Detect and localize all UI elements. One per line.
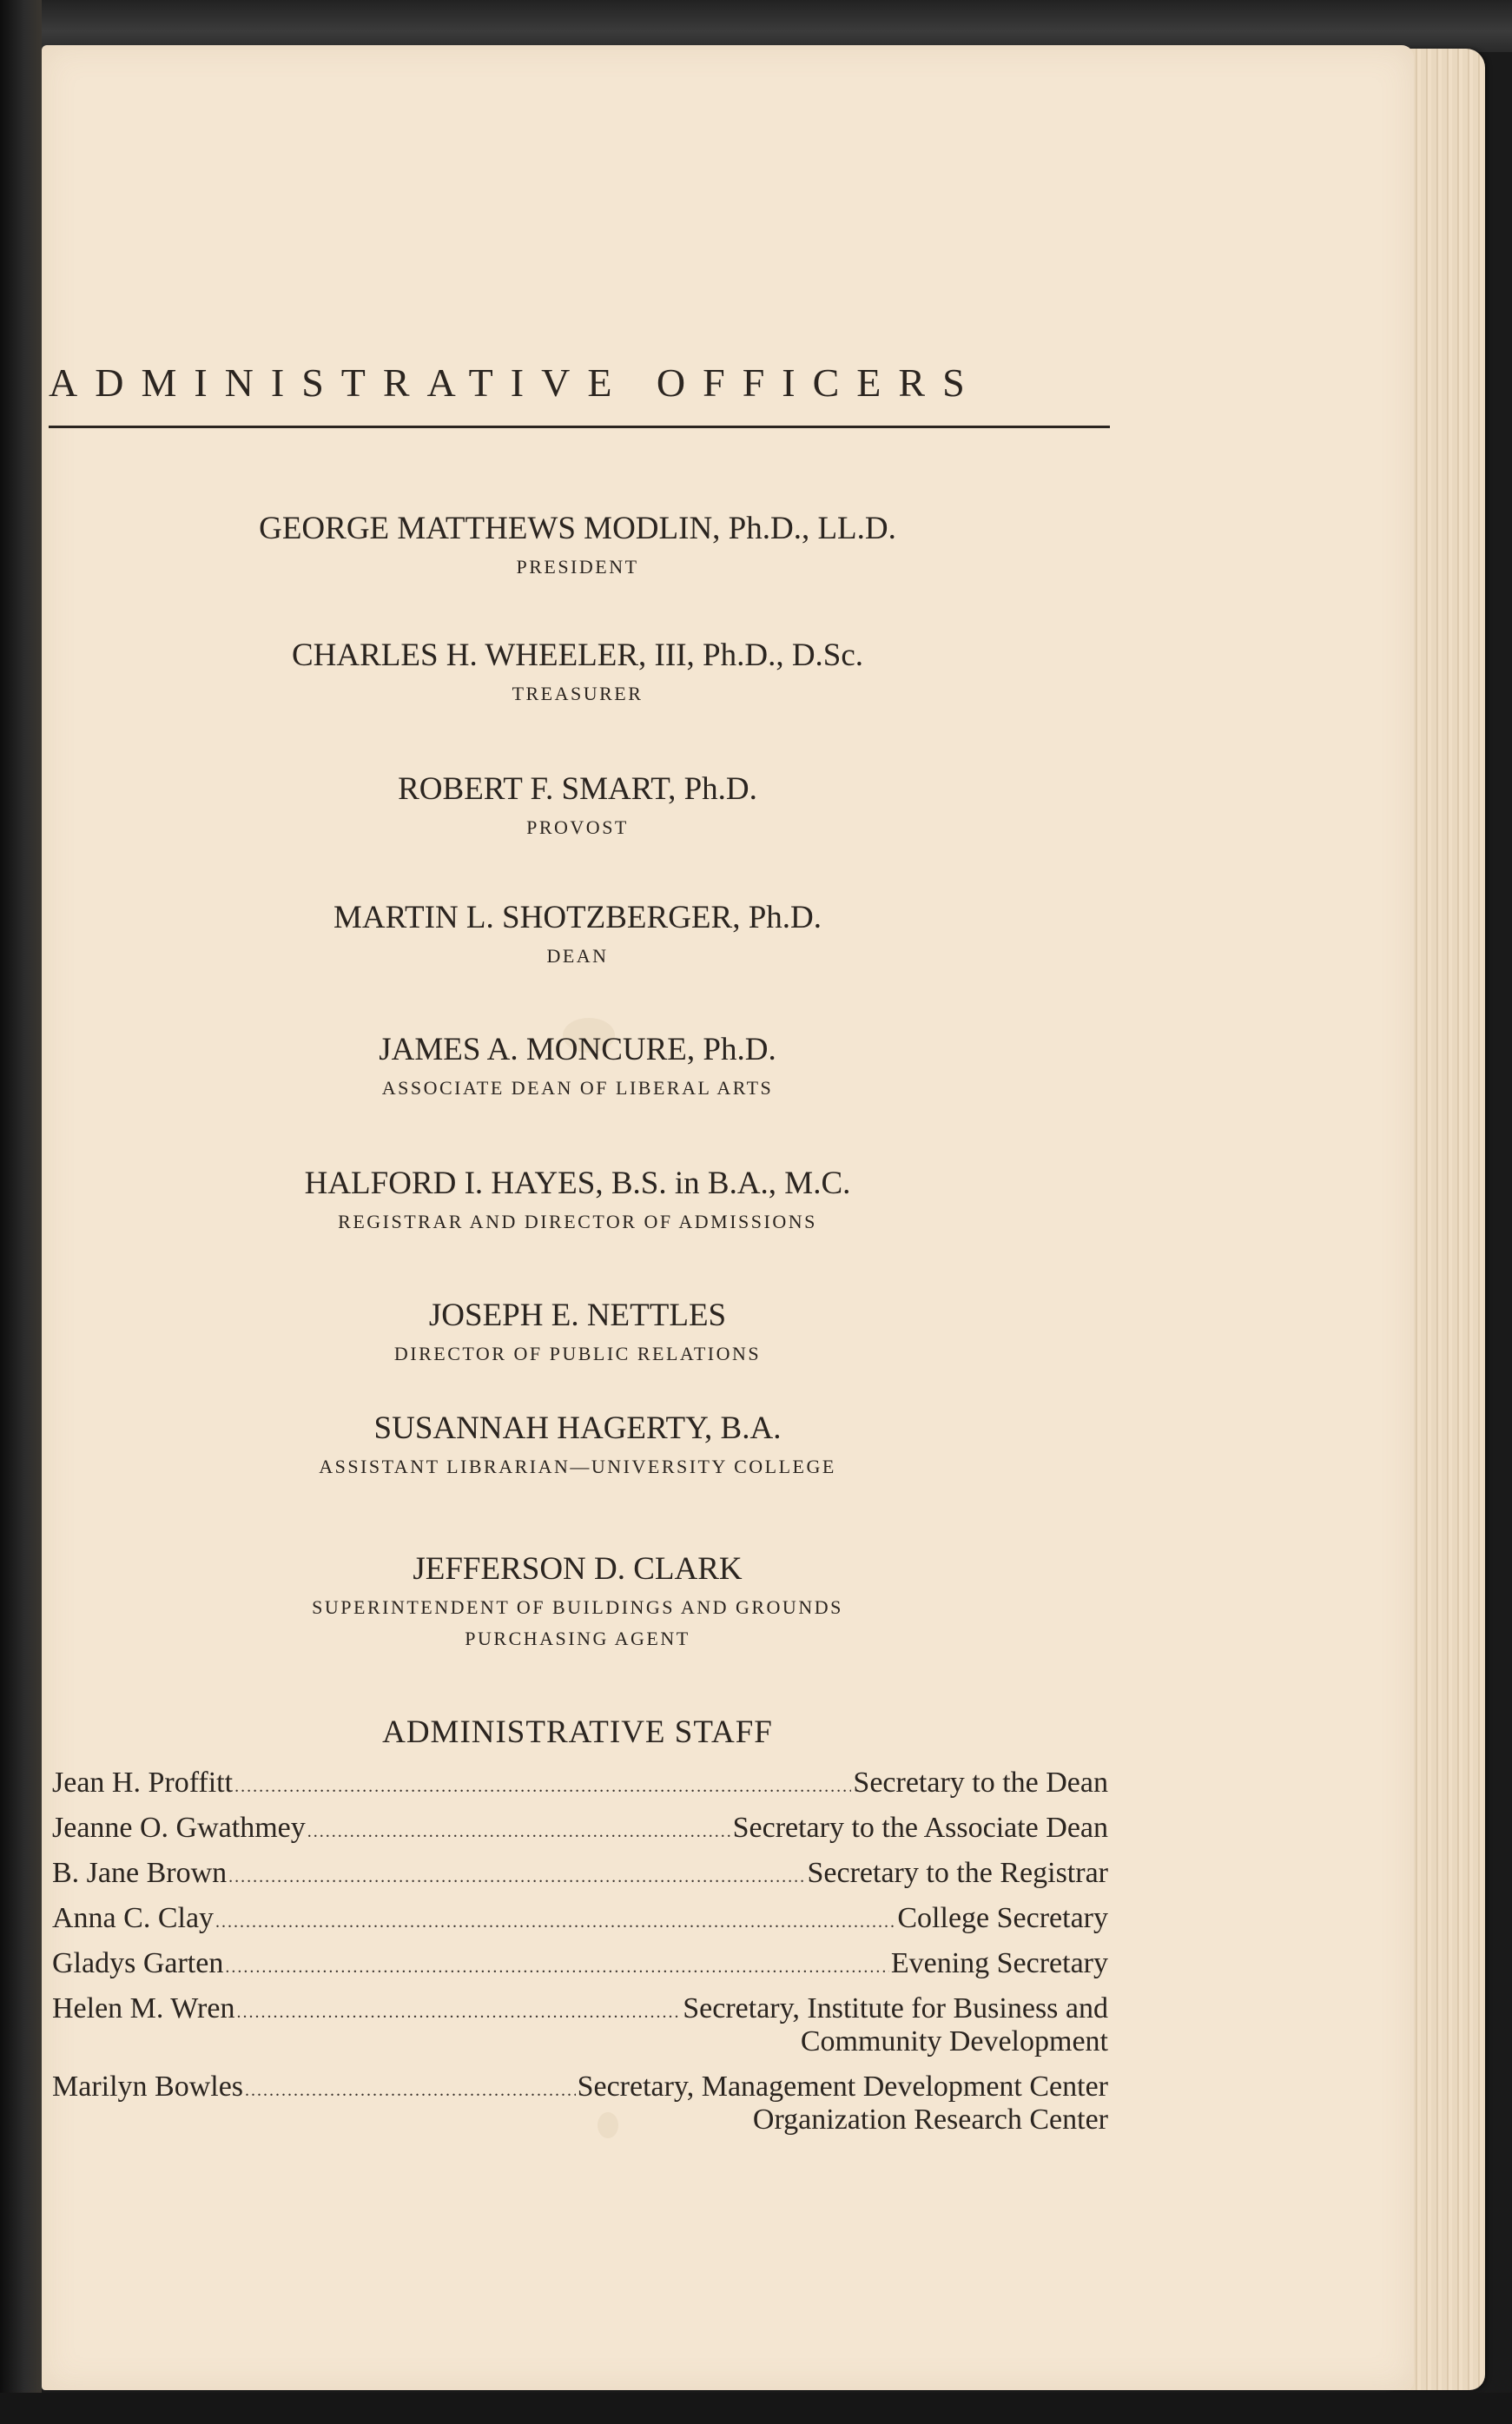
- staff-name: Jean H. Proffitt: [52, 1767, 234, 1799]
- staff-role: Secretary to the Registrar: [807, 1857, 1108, 1889]
- staff-role: Secretary to the Associate Dean: [732, 1812, 1108, 1844]
- officer-entry: [0, 1553, 1155, 1653]
- staff-name: Marilyn Bowles: [52, 2071, 244, 2103]
- dot-leader: [228, 1868, 805, 1886]
- officer-entry: [0, 902, 1155, 970]
- staff-name: Gladys Garten: [52, 1947, 224, 1979]
- officer-name: GEORGE MATTHEWS MODLIN, Ph.D., LL.D.: [259, 511, 896, 546]
- staff-role: Secretary, Institute for Business and: [683, 1992, 1108, 2024]
- staff-role: Evening Secretary: [890, 1947, 1108, 1979]
- officer-title: REGISTRAR AND DIRECTOR OF ADMISSIONS: [338, 1211, 817, 1232]
- officer-entry: [0, 639, 1155, 708]
- staff-row: [52, 1859, 1108, 1904]
- staff-role: Secretary to the Dean: [853, 1767, 1108, 1799]
- staff-row: [52, 1904, 1108, 1949]
- dot-leader: [215, 1913, 895, 1931]
- staff-name: Anna C. Clay: [52, 1902, 215, 1934]
- officer-title: DIRECTOR OF PUBLIC RELATIONS: [393, 1343, 762, 1364]
- staff-row: [52, 1949, 1108, 1994]
- officer-title: PRESIDENT: [516, 556, 639, 578]
- staff-row: [52, 1994, 1108, 2072]
- officer-name: ROBERT F. SMART, Ph.D.: [398, 771, 757, 807]
- staff-role: College Secretary: [897, 1902, 1108, 1934]
- staff-row: [52, 1813, 1108, 1859]
- officer-title: PROVOST: [526, 816, 629, 838]
- officer-name: CHARLES H. WHEELER, III, Ph.D., D.Sc.: [291, 637, 864, 673]
- dot-leader: [307, 1823, 731, 1840]
- staff-name: Helen M. Wren: [52, 1992, 235, 2024]
- officer-name: JOSEPH E. NETTLES: [428, 1298, 727, 1333]
- staff-role-continued: Community Development: [800, 2025, 1108, 2057]
- officer-entry: [0, 1412, 1155, 1481]
- staff-heading: ADMINISTRATIVE STAFF: [382, 1714, 773, 1750]
- officer-title-secondary: PURCHASING AGENT: [465, 1627, 690, 1649]
- staff-list: [52, 1768, 1108, 2150]
- officer-title: DEAN: [546, 945, 609, 967]
- staff-role-continued: Organization Research Center: [752, 2104, 1108, 2136]
- dot-leader: [234, 1778, 851, 1795]
- officer-entry: [0, 1167, 1155, 1236]
- staff-name: B. Jane Brown: [52, 1857, 228, 1889]
- officer-title: ASSOCIATE DEAN OF LIBERAL ARTS: [381, 1077, 774, 1099]
- officer-entry: [0, 512, 1155, 581]
- dot-leader: [245, 2082, 576, 2099]
- staff-role: Secretary, Management Development Center: [577, 2071, 1108, 2103]
- officer-entry: [0, 1034, 1155, 1102]
- officer-name: JAMES A. MONCURE, Ph.D.: [379, 1032, 776, 1067]
- staff-name: Jeanne O. Gwathmey: [52, 1812, 306, 1844]
- officer-entry: [0, 773, 1155, 842]
- officer-name: SUSANNAH HAGERTY, B.A.: [373, 1410, 782, 1446]
- officer-entry: [0, 1299, 1155, 1368]
- officer-title: ASSISTANT LIBRARIAN—UNIVERSITY COLLEGE: [319, 1456, 836, 1477]
- staff-row: [52, 1768, 1108, 1813]
- page-title: ADMINISTRATIVE OFFICERS: [49, 360, 982, 405]
- staff-row: [52, 2072, 1108, 2150]
- dot-leader: [236, 2004, 681, 2021]
- officer-name: JEFFERSON D. CLARK: [413, 1551, 743, 1587]
- dot-leader: [225, 1958, 889, 1976]
- officer-title: SUPERINTENDENT OF BUILDINGS AND GROUNDS: [312, 1596, 843, 1618]
- title-underline: [49, 426, 1110, 428]
- officer-title: TREASURER: [512, 683, 644, 704]
- officer-name: HALFORD I. HAYES, B.S. in B.A., M.C.: [304, 1166, 851, 1201]
- officer-name: MARTIN L. SHOTZBERGER, Ph.D.: [333, 900, 822, 935]
